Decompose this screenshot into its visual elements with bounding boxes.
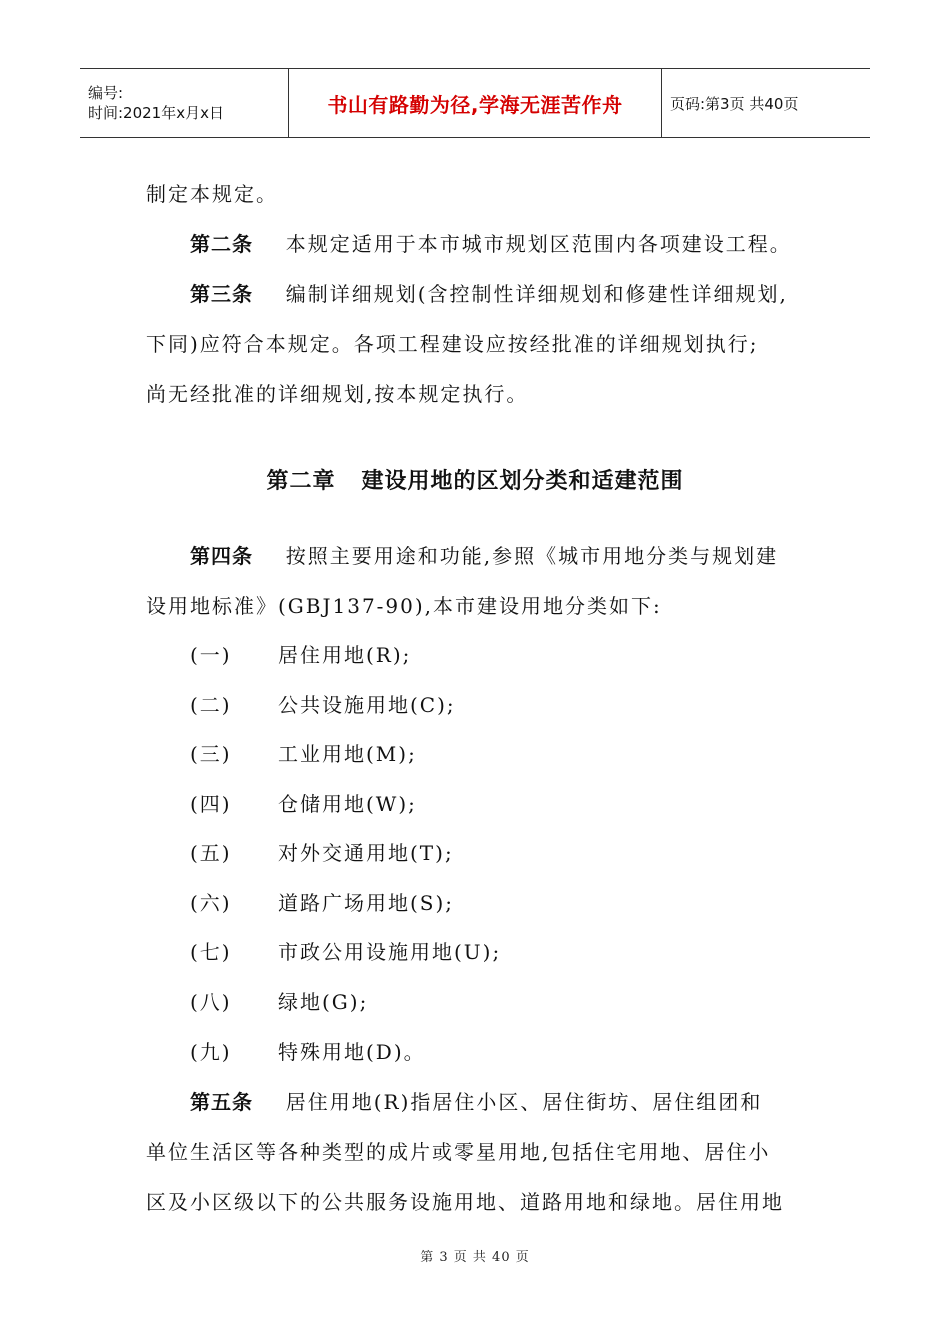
category-text: 绿地(G); [278,990,369,1014]
category-number: (二) [190,693,232,717]
category-item [190,1038,426,1066]
chapter-heading [0,464,950,495]
document-header [80,68,870,138]
category-item [190,889,454,917]
category-text: 市政公用设施用地(U); [278,940,502,964]
paragraph-line: 区及小区级以下的公共服务设施用地、道路用地和绿地。居住用地 [146,1190,784,1214]
category-item [190,839,454,867]
article-text: 按照主要用途和功能,参照《城市用地分类与规划建 [285,544,779,568]
article-text: 本规定适用于本市城市规划区范围内各项建设工程。 [285,232,792,256]
chapter-number: 第二章 [266,469,336,494]
motto-text: 书山有路勤为径,学海无涯苦作舟 [327,92,623,117]
paragraph-line: 设用地标准》(GBJ137-90),本市建设用地分类如下: [146,594,662,618]
article-title: 第五条 [190,1090,253,1114]
article-title: 第二条 [190,232,253,256]
category-text: 对外交通用地(T); [278,841,454,865]
article-3 [190,280,788,308]
category-text: 仓储用地(W); [278,792,417,816]
header-motto [289,69,662,137]
category-text: 工业用地(M); [278,742,417,766]
category-text: 公共设施用地(C); [278,693,456,717]
category-number: (九) [190,1040,232,1064]
category-number: (八) [190,990,232,1014]
category-item [190,790,417,818]
article-title: 第三条 [190,282,253,306]
category-number: (六) [190,891,232,915]
category-item [190,691,456,719]
time-label: 时间:2021年x月x日 [88,104,224,122]
paragraph-line: 尚无经批准的详细规划,按本规定执行。 [146,382,529,406]
chapter-title: 建设用地的区划分类和适建范围 [361,469,684,494]
article-text: 编制详细规划(含控制性详细规划和修建性详细规划, [285,282,788,306]
category-item [190,988,368,1016]
category-number: (三) [190,742,232,766]
category-text: 道路广场用地(S); [278,891,455,915]
category-item [190,938,501,966]
article-title: 第四条 [190,544,253,568]
paragraph-line: 制定本规定。 [146,182,278,206]
category-text: 特殊用地(D)。 [278,1040,426,1064]
category-number: (四) [190,792,232,816]
header-page-info [662,69,798,137]
category-item [190,641,411,669]
header-meta [80,69,289,137]
article-5 [190,1088,762,1116]
paragraph-line: 单位生活区等各种类型的成片或零星用地,包括住宅用地、居住小 [146,1140,771,1164]
category-text: 居住用地(R); [278,643,412,667]
category-number: (一) [190,643,232,667]
page-footer: 第 3 页 共 40 页 [420,1250,530,1265]
article-4 [190,542,778,570]
number-label: 编号: [88,84,124,102]
category-item [190,740,417,768]
category-number: (五) [190,841,232,865]
article-2 [190,230,792,258]
article-text: 居住用地(R)指居住小区、居住街坊、居住组团和 [285,1090,763,1114]
category-number: (七) [190,940,232,964]
paragraph-line: 下同)应符合本规定。各项工程建设应按经批准的详细规划执行; [146,332,759,356]
page-info-text: 页码:第3页 共40页 [670,94,799,113]
